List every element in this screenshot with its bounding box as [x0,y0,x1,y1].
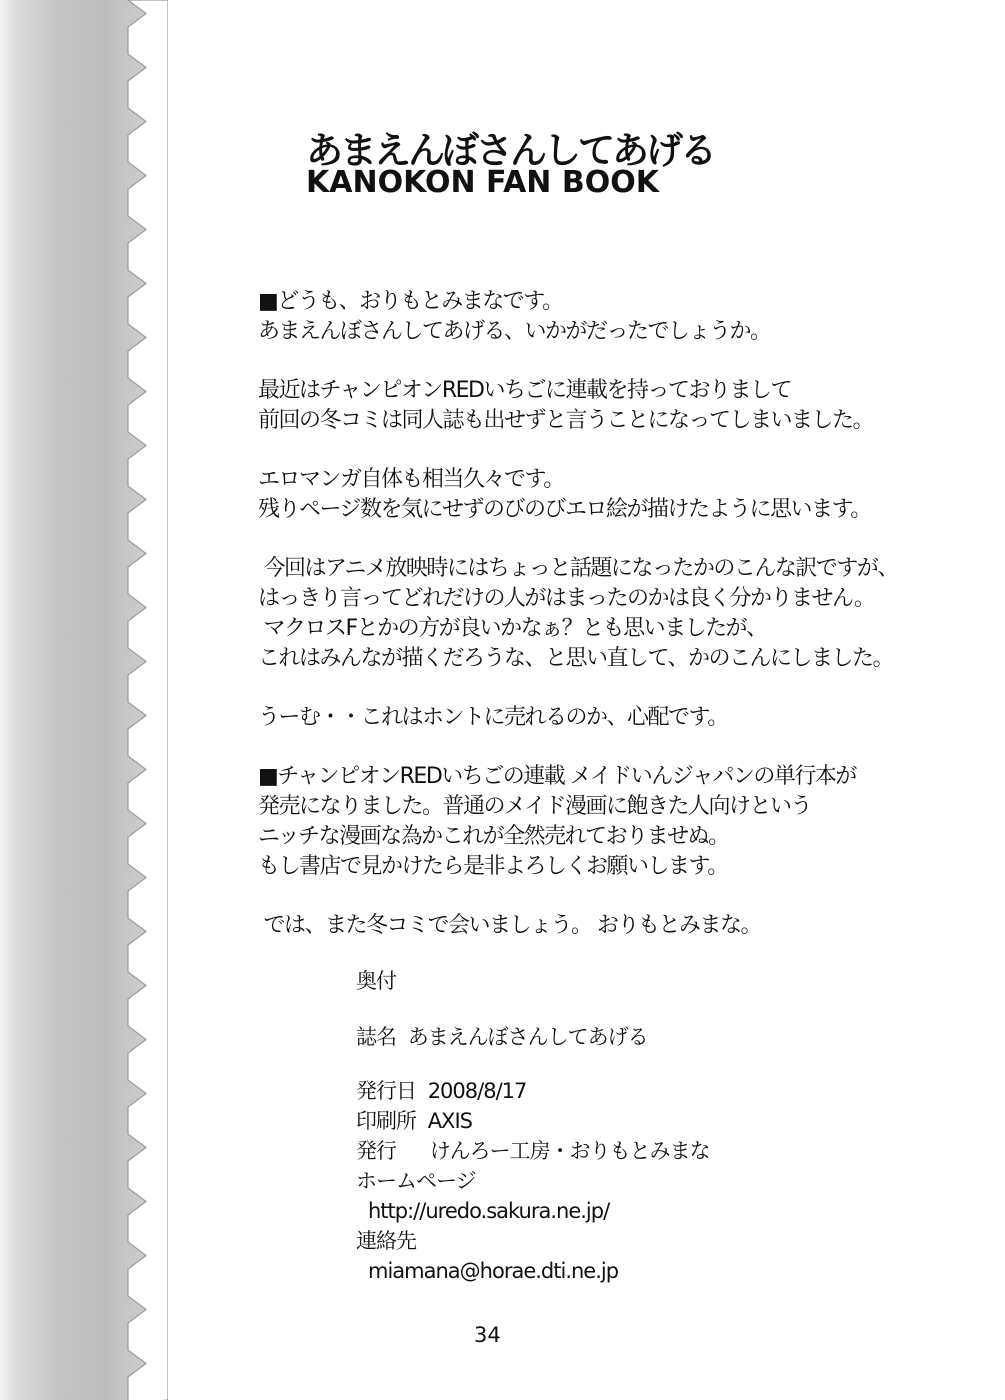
afterword-text [258,287,978,970]
text-line: 前回の冬コミは同人誌も出せずと言うことになってしまいました。 [258,408,874,433]
text-line: 発売になりました。普通のメイド漫画に飽きた人向けという [258,794,812,819]
colophon-magazine [356,1022,876,1052]
torn-edge-zigzag [118,0,168,1400]
paragraph [258,762,978,882]
contact-email[interactable]: miamana@horae.dti.ne.jp [368,1259,619,1283]
paragraph [258,554,978,674]
text-line: ■チャンピオンREDいちごの連載 メイドいんジャパンの単行本が [258,764,856,789]
date-label: 発行日 [356,1079,416,1103]
text-line: ■どうも、おりもとみまなです。 [258,289,563,314]
text-line: 最近はチャンピオンREDいちごに連載を持っておりまして [258,378,791,403]
magazine-label: 誌名 [356,1025,396,1049]
text-line: あまえんぼさんしてあげる、いかがだったでしょうか。 [258,319,771,344]
text-line: もし書店で見かけたら是非よろしくお願いします。 [258,854,728,879]
colophon-details [356,1076,876,1286]
homepage-label: ホームページ [356,1169,476,1193]
homepage-url[interactable]: http://uredo.sakura.ne.jp/ [368,1199,610,1223]
text-line: はっきり言ってどれだけの人がはまったのかは良く分かりません。 [258,586,875,611]
text-line: マクロスFとかの方が良いかなぁ？とも思いましたが、 [258,616,767,641]
publisher-value: けんろー工房・おりもとみまな [429,1139,710,1163]
text-line: では、また冬コミで会いましょう。 おりもとみまな。 [258,913,761,938]
text-line: 残りページ数を気にせずのびのびエロ絵が描けたように思います。 [258,497,871,522]
page-number: 34 [474,1323,501,1347]
magazine-value: あまえんぼさんしてあげる [407,1025,648,1049]
paragraph [258,376,978,436]
publisher-label: 発行 [356,1139,396,1163]
colophon-heading: 奥付 [356,969,396,993]
colophon [356,966,876,1310]
text-line: エロマンガ自体も相当久々です。 [258,467,564,492]
book-title-japanese: あまえんぼさんしてあげる [306,129,714,172]
paragraph [258,465,978,525]
text-line: これはみんなが描くだろうな、と思い直して、かのこんにしました。 [258,646,894,671]
book-title-english: KANOKON FAN BOOK [306,165,659,200]
text-line: 今回はアニメ放映時にはちょっと話題になったかのこんな訳ですが、 [258,556,898,581]
printer-label: 印刷所 [356,1109,416,1133]
paragraph [258,703,978,733]
text-line: うーむ・・これはホントに売れるのか、心配です。 [258,705,728,730]
date-value: 2008/8/17 [427,1079,527,1103]
printer-value: AXIS [427,1109,472,1133]
text-line: ニッチな漫画な為かこれが全然売れておりませぬ。 [258,824,729,849]
paragraph [258,911,978,941]
contact-label: 連絡先 [356,1229,416,1253]
paragraph [258,287,978,347]
